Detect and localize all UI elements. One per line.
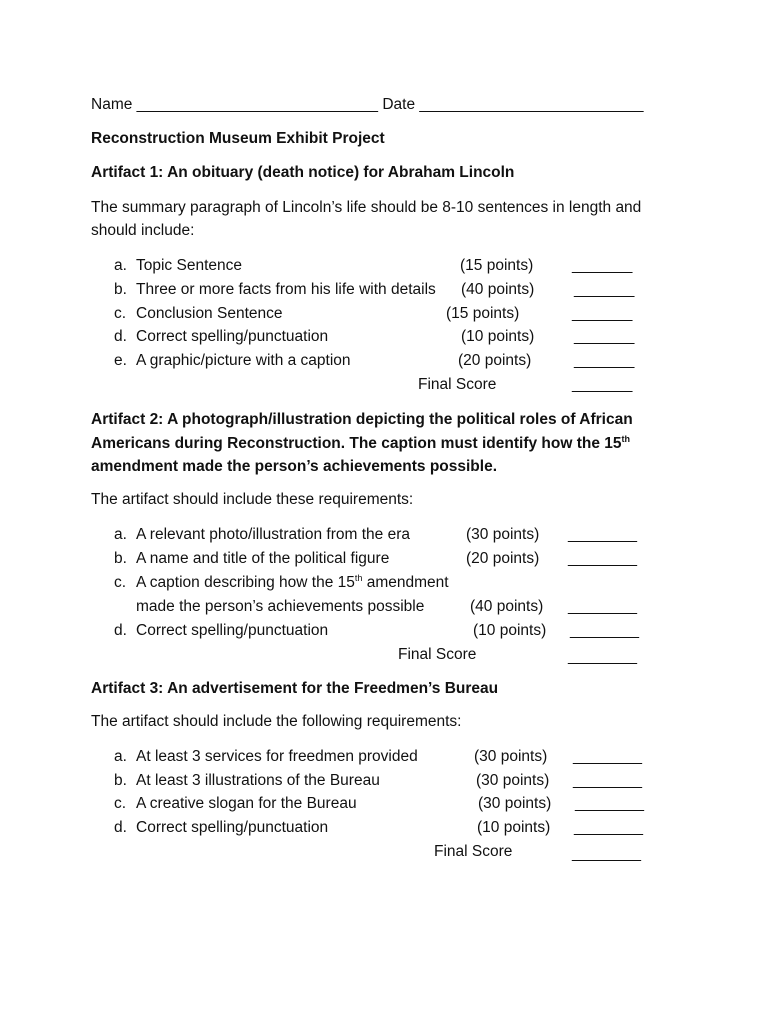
artifact2-intro: The artifact should include these requirements: [91, 491, 414, 508]
item-letter: a. [114, 257, 127, 274]
artifact3-item [0, 817, 770, 839]
item-letter: d. [114, 328, 127, 345]
name-date-line [91, 95, 644, 115]
score-blank[interactable]: ________ [573, 772, 642, 789]
score-blank[interactable]: ________ [568, 598, 637, 615]
item-letter: a. [114, 748, 127, 765]
score-blank[interactable]: ________ [568, 526, 637, 543]
item-letter: a. [114, 526, 127, 543]
item-letter: c. [114, 305, 127, 322]
artifact1-intro-line2: should include: [91, 222, 195, 239]
artifact2-item [0, 548, 770, 570]
item-label: A graphic/picture with a caption [136, 352, 351, 369]
score-blank[interactable]: _______ [572, 305, 633, 322]
item-label: A creative slogan for the Bureau [136, 795, 357, 812]
item-letter: b. [114, 550, 127, 567]
item-letter: c. [114, 795, 127, 812]
artifact3-intro: The artifact should include the following requirements: [91, 713, 462, 730]
item-points: (30 points) [474, 748, 548, 765]
artifact1-final-score-label: Final Score [418, 376, 497, 393]
artifact2-heading-line2 [91, 434, 630, 454]
item-points: (40 points) [470, 598, 544, 615]
score-blank[interactable]: ________ [570, 622, 639, 639]
artifact3-final-score-blank[interactable]: ________ [572, 845, 641, 862]
item-label: Correct spelling/punctuation [136, 819, 329, 836]
item-letter: b. [114, 772, 127, 789]
artifact2-item [0, 524, 770, 546]
item-label: A relevant photo/illustration from the era [136, 526, 410, 543]
artifact2-final-score-label: Final Score [398, 646, 477, 663]
score-blank[interactable]: _______ [574, 352, 635, 369]
item-label: Topic Sentence [136, 257, 242, 274]
item-label: A name and title of the political figure [136, 550, 390, 567]
item-points: (10 points) [473, 622, 547, 639]
artifact3-heading: Artifact 3: An advertisement for the Freedmen’s Bureau [91, 680, 499, 697]
item-label-line2: made the person’s achievements possible [136, 598, 425, 615]
item-label-text-end: amendment [362, 574, 449, 591]
artifact2-final-score-blank[interactable]: ________ [568, 648, 637, 665]
score-blank[interactable]: ________ [574, 819, 643, 836]
item-label [136, 572, 449, 594]
score-blank[interactable]: ________ [573, 748, 642, 765]
score-blank[interactable]: _______ [574, 281, 635, 298]
artifact3-item [0, 770, 770, 792]
artifact1-intro-line1: The summary paragraph of Lincoln’s life should be 8-10 sentences in length and [91, 199, 642, 216]
item-letter: c. [114, 574, 127, 591]
item-points: (40 points) [461, 281, 535, 298]
item-label: Correct spelling/punctuation [136, 622, 329, 639]
artifact1-item [0, 255, 770, 277]
superscript-th: th [354, 573, 363, 583]
item-points: (10 points) [477, 819, 551, 836]
score-blank[interactable]: _______ [574, 328, 635, 345]
item-letter: d. [114, 622, 127, 639]
artifact1-heading: Artifact 1: An obituary (death notice) for Abraham Lincoln [91, 164, 515, 181]
artifact3-item [0, 793, 770, 815]
name-label: Name [91, 96, 133, 113]
artifact1-item [0, 303, 770, 325]
item-points: (15 points) [460, 257, 534, 274]
name-blank: ____________________________ [136, 96, 379, 113]
artifact1-item [0, 279, 770, 301]
artifact2-heading-line2-text: Americans during Reconstruction. The caption must identify how the 15 [91, 435, 622, 452]
item-label: Correct spelling/punctuation [136, 328, 329, 345]
item-points: (30 points) [476, 772, 550, 789]
item-label: Three or more facts from his life with details [136, 281, 436, 298]
date-blank: __________________________ [419, 96, 644, 113]
item-points: (15 points) [446, 305, 520, 322]
score-blank[interactable]: ________ [568, 550, 637, 567]
item-label-text: A caption describing how the 15 [136, 574, 355, 591]
item-letter: d. [114, 819, 127, 836]
artifact1-item [0, 326, 770, 348]
item-points: (30 points) [466, 526, 540, 543]
item-label: At least 3 illustrations of the Bureau [136, 772, 380, 789]
artifact2-heading-line1: Artifact 2: A photograph/illustration depicting the political roles of African [91, 411, 633, 428]
item-points: (10 points) [461, 328, 535, 345]
item-points: (20 points) [466, 550, 540, 567]
artifact1-item [0, 350, 770, 372]
superscript-th: th [621, 434, 631, 444]
date-label: Date [382, 96, 416, 113]
artifact3-item [0, 746, 770, 768]
artifact2-heading-line3: amendment made the person’s achievements possible. [91, 458, 498, 475]
artifact2-item [0, 620, 770, 642]
item-points: (30 points) [478, 795, 552, 812]
artifact2-item [0, 572, 770, 594]
artifact3-final-score-label: Final Score [434, 843, 513, 860]
artifact1-final-score-blank[interactable]: _______ [572, 376, 633, 393]
artifact2-item-continued [0, 596, 770, 618]
page-title: Reconstruction Museum Exhibit Project [91, 130, 385, 147]
score-blank[interactable]: ________ [575, 795, 644, 812]
item-points: (20 points) [458, 352, 532, 369]
item-label: Conclusion Sentence [136, 305, 283, 322]
item-label: At least 3 services for freedmen provided [136, 748, 418, 765]
item-letter: e. [114, 352, 127, 369]
score-blank[interactable]: _______ [572, 257, 633, 274]
item-letter: b. [114, 281, 127, 298]
